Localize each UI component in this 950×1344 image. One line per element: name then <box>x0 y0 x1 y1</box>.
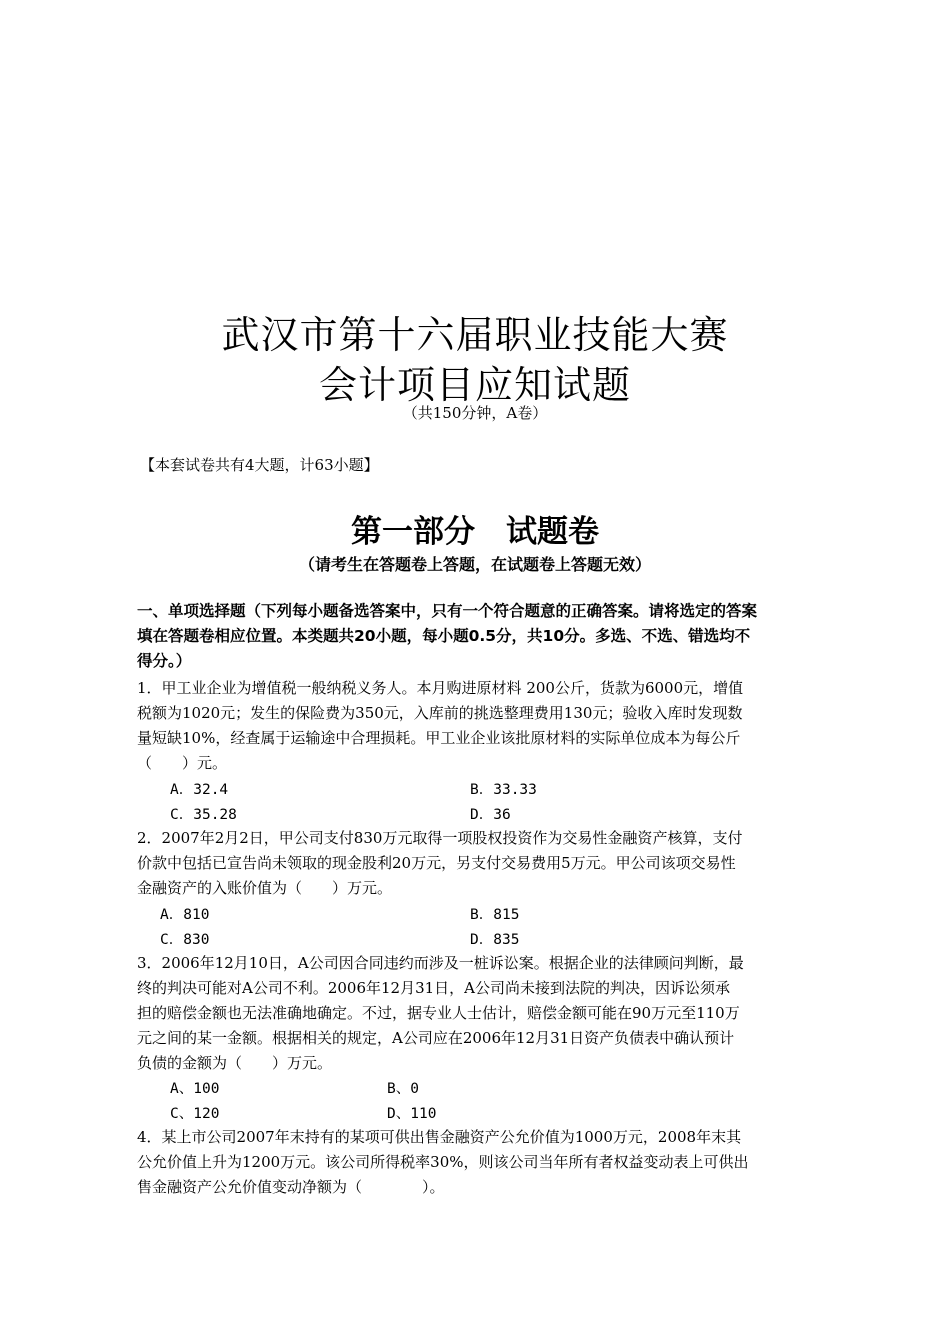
question-3-line: 终的判决可能对A公司不利。2006年12月31日，A公司尚未接到法院的判决，因诉讼须承 <box>137 979 731 997</box>
question-2-line: 价款中包括已宣告尚未领取的现金股利20万元，另支付交易费用5万元。甲公司该项交易性 <box>137 854 736 872</box>
question-4-line: 4．某上市公司2007年末持有的某项可供出售金融资产公允价值为1000万元，2008年末其 <box>137 1128 742 1146</box>
question-3-option-c: C、120 <box>170 1106 220 1122</box>
exam-subtitle: （共150分钟，A卷） <box>402 404 548 422</box>
question-1-line: 税额为1020元；发生的保险费为350元，入库前的挑选整理费用130元；验收入库时发现数 <box>137 704 743 722</box>
question-3-line: 元之间的某一金额。根据相关的规定，A公司应在2006年12月31日资产负债表中确认预计 <box>137 1029 735 1047</box>
question-2-option-a: A．810 <box>160 907 210 923</box>
question-1-line: 1．甲工业企业为增值税一般纳税义务人。本月购进原材料 200公斤，货款为6000元，增值 <box>137 679 744 697</box>
question-2-option-b: B．815 <box>470 907 520 923</box>
question-3-line: 负债的金额为（ ）万元。 <box>137 1054 333 1072</box>
question-2-option-c: C．830 <box>160 932 210 948</box>
question-1-option-d: D．36 <box>470 807 511 823</box>
question-4-line: 售金融资产公允价值变动净额为（ ）。 <box>137 1178 445 1196</box>
question-2-line: 2．2007年2月2日，甲公司支付830万元取得一项股权投资作为交易性金融资产核算，支付 <box>137 829 743 847</box>
part-note: （请考生在答题卷上答题，在试题卷上答题无效） <box>298 555 651 574</box>
question-1-option-c: C．35.28 <box>170 807 237 823</box>
section-heading-line: 一、单项选择题（下列每小题备选答案中，只有一个符合题意的正确答案。请将选定的答案 <box>137 602 758 620</box>
section-heading <box>137 599 757 674</box>
question-3-option-b: B、0 <box>387 1081 419 1097</box>
question-2-option-d: D．835 <box>470 932 520 948</box>
question-3-line: 担的赔偿金额也无法准确地确定。不过，据专业人士估计，赔偿金额可能在90万元至110万 <box>137 1004 740 1022</box>
question-4-line: 公允价值上升为1200万元。该公司所得税率30%，则该公司当年所有者权益变动表上可供出 <box>137 1153 749 1171</box>
part-title: 第一部分 试题卷 <box>351 514 599 550</box>
exam-summary-note: 【本套试卷共有4大题，计63小题】 <box>140 456 379 474</box>
question-2-line: 金融资产的入账价值为（ ）万元。 <box>137 879 393 897</box>
question-3-option-d: D、110 <box>387 1106 437 1122</box>
exam-title-line2: 会计项目应知试题 <box>318 363 631 407</box>
section-heading-line: 得分。） <box>137 652 192 670</box>
question-3-line: 3．2006年12月10日，A公司因合同违约而涉及一桩诉讼案。根据企业的法律顾问判断，最 <box>137 954 744 972</box>
question-1-option-b: B．33.33 <box>470 782 537 798</box>
question-1-line: 量短缺10%，经查属于运输途中合理损耗。甲工业企业该批原材料的实际单位成本为每公斤 <box>137 729 741 747</box>
exam-title-line1: 武汉市第十六届职业技能大赛 <box>221 313 729 357</box>
question-3-option-a: A、100 <box>170 1081 220 1097</box>
question-1-option-a: A．32.4 <box>170 782 229 798</box>
section-heading-line: 填在答题卷相应位置。本类题共20小题，每小题0.5分，共10分。多选、不选、错选均不 <box>137 627 751 645</box>
question-1-line: （ ）元。 <box>137 754 228 772</box>
